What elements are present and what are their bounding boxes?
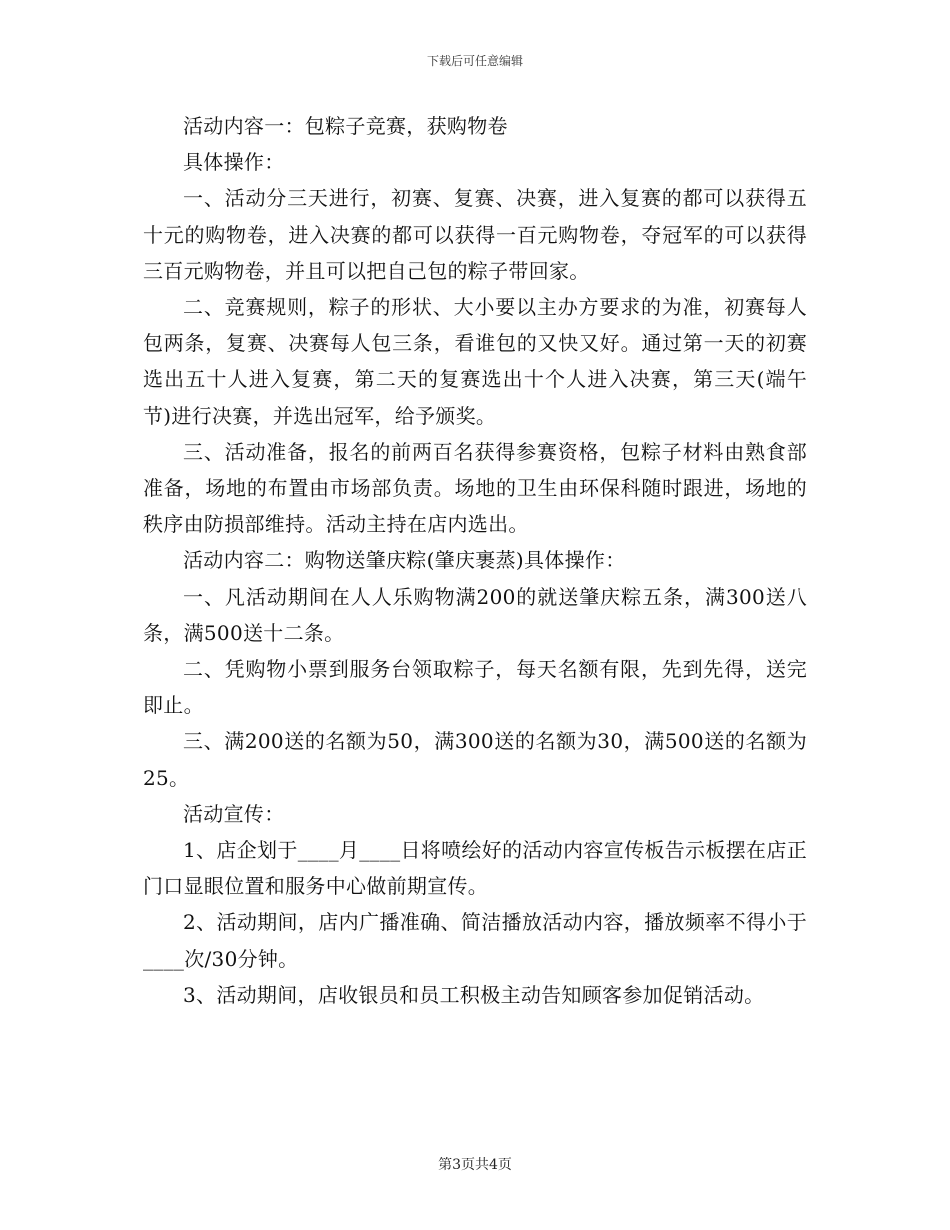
page-header-note: 下载后可任意编辑 [426,54,523,68]
paragraph-promotion-heading: 活动宣传： [183,801,285,826]
paragraph-activity-two-title: 活动内容二：购物送肇庆粽(肇庆裹蒸)具体操作： [183,548,626,573]
paragraph-promotion-board: 1、店企划于____月____日将喷绘好的活动内容宣传板告示板摆在店正门口显眼位置和服务中心做前期宣传。 [143,838,807,899]
paragraph-gift-thresholds: 一、凡活动期间在人人乐购物满200的就送肇庆粽五条，满300送八条，满500送十二条。 [143,584,807,645]
document-body [143,108,807,1013]
paragraph-promotion-staff: 3、活动期间，店收银员和员工积极主动告知顾客参加促销活动。 [183,982,765,1007]
paragraph-activity-one-title: 活动内容一：包粽子竞赛，获购物卷 [183,114,508,138]
paragraph-quota: 三、满200送的名额为50，满300送的名额为30，满500送的名额为25。 [143,729,807,790]
paragraph-activity-preparation: 三、活动准备，报名的前两百名获得参赛资格，包粽子材料由熟食部准备，场地的布置由市场部负责。场地的卫生由环保科随时跟进，场地的秩序由防损部维持。活动主持在店内选出。 [143,439,807,537]
paragraph-claim-rules: 二、凭购物小票到服务台领取粽子，每天名额有限，先到先得，送完即止。 [143,657,807,718]
paragraph-promotion-broadcast: 2、活动期间，店内广播准确、简洁播放活动内容，播放频率不得小于____次/30分钟。 [143,910,807,971]
paragraph-operation-heading: 具体操作： [183,150,285,175]
paragraph-competition-stages: 一、活动分三天进行，初赛、复赛、决赛，进入复赛的都可以获得五十元的购物卷，进入决赛的都可以获得一百元购物卷，夺冠军的可以获得三百元购物卷，并且可以把自己包的粽子带回家。 [143,186,807,283]
page-number: 第3页共4页 [438,1157,512,1173]
paragraph-competition-rules: 二、竞赛规则，粽子的形状、大小要以主办方要求的为准，初赛每人包两条，复赛、决赛每人包三条，看谁包的又快又好。通过第一天的初赛选出五十人进入复赛，第二天的复赛选出十个人进入决赛，第三天(端午节)进行决赛，并选出冠军，给予颁奖。 [143,295,807,428]
